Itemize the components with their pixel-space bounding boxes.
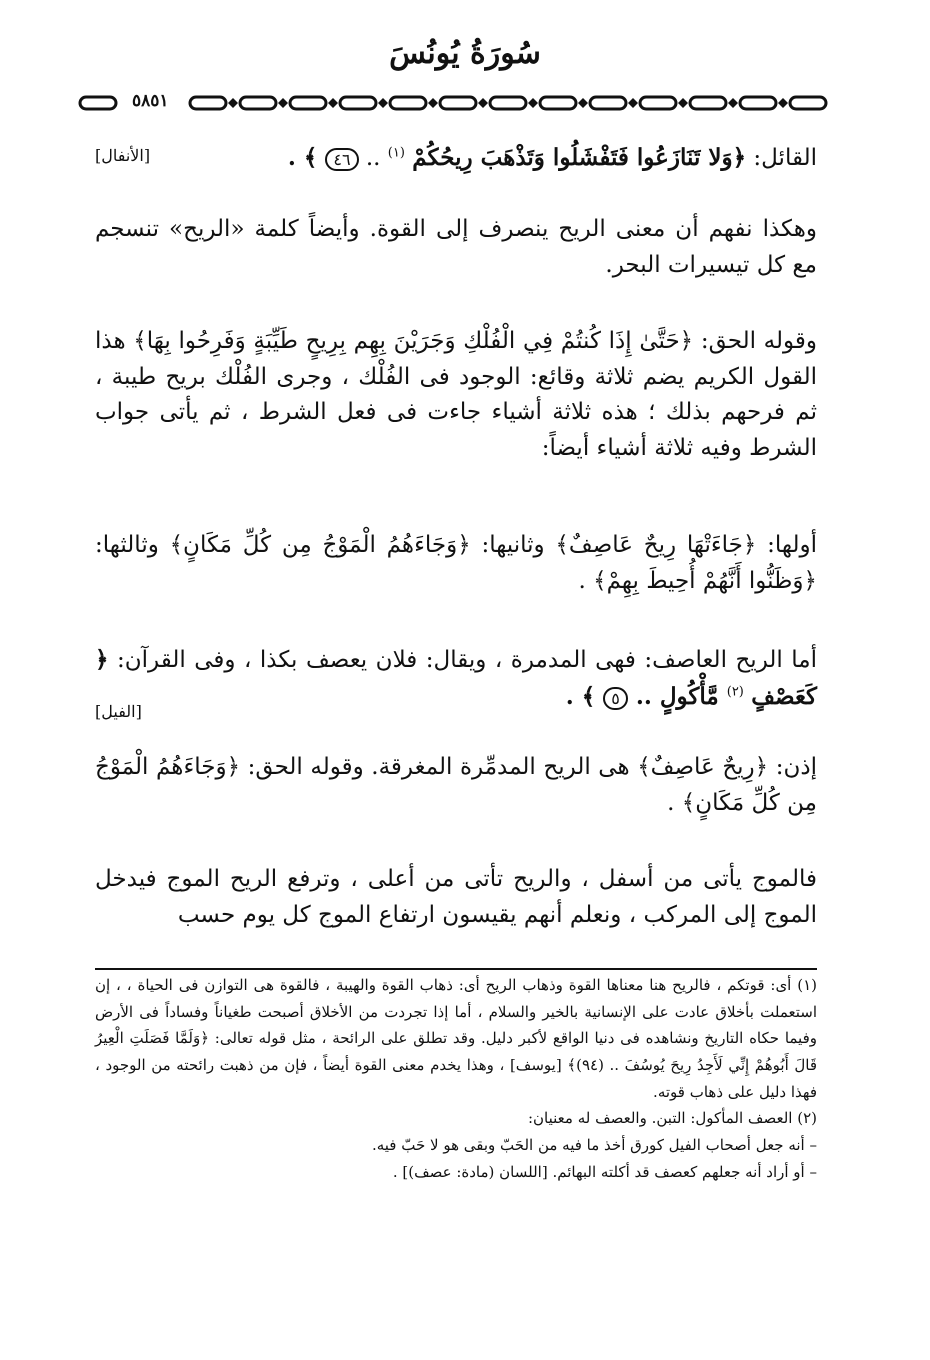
text: .. — [358, 145, 388, 171]
paragraph-text: أولها: ﴿جَاءَتْهَا رِيحٌ عَاصِفٌ﴾ وثانيها: ﴿وَجَاءَهُمُ الْمَوْجُ مِن كُلِّ مَكَانٍ﴾ وثالثها: ﴿وَظَنُّوا أَنَّهُمْ أُحِيطَ بِهِمْ﴾ . — [95, 532, 817, 594]
footnotes — [95, 972, 817, 1186]
footnote-mark: (١) — [387, 145, 405, 161]
quran-verse: ﴿ كَعَصْفٍ — [95, 646, 817, 710]
paragraph-text: فالموج يأتى من أسفل ، والريح تأتى من أعلى ، وترفع الريح الموج فيدخل الموج إلى المركب ، ونعلم أنهم يقيسون ارتفاع الموج كل يوم حسب — [95, 866, 817, 928]
paragraph-text: وقوله الحق: ﴿حَتَّىٰ إِذَا كُنتُمْ فِي الْفُلْكِ وَجَرَيْنَ بِهِم بِرِيحٍ طَيِّبَةٍ وَفَرِحُوا بِهَا﴾ هذا القول الكريم يضم ثلاثة وقائع: الوجود فى الفُلْك ، وجرى الفُلْك بريح طيبة ، ثم فرحهم بذلك ؛ هذه ثلاثة أشياء جاءت فى فعل الشرط ، ثم يأتى جواب الشرط وفيه ثلاثة أشياء أيضاً: — [95, 328, 817, 461]
quran-verse: ﴿وَلا تَنَازَعُوا فَتَفْشَلُوا وَتَذْهَبَ رِيحُكُمْ — [412, 144, 747, 171]
footnote-1: (١) أى: قوتكم ، فالريح هنا معناها القوة وذهاب الريح أى: ذهاب القوة والهيبة ، فالقوة هى التوازن فى الحياة ، ، إن استعملت بأخلاق عادت على الإنسانية بالخير والسلام ، أما إذا تجردت من الأخلاق أصبحت طغياناً وفساداً فى الأرض وفيما حكاه التاريخ ونشاهده فى دنيا الواقع لأكبر دليل. وقد تطلق على الرائحة ، مثل قوله تعالى: ﴿وَلَمَّا فَصَلَتِ الْعِيرُ قَالَ أَبُوهُمْ إِنِّي لَأَجِدُ رِيحَ يُوسُفَ .. (٩٤)﴾ [يوسف] ، وهذا يخدم معنى القوة أيضاً ، فإن من ذهبت رائحته من الوجود ، فهذا دليل على ذهاب قوته. — [95, 976, 818, 1101]
ornamental-border — [78, 92, 828, 114]
paragraph-text: إذن: ﴿رِيحٌ عَاصِفٌ﴾ هى الريح المدمِّرة المغرقة. وقوله الحق: ﴿وَجَاءَهُمُ الْمَوْجُ مِن كُلِّ مَكَانٍ﴾ . — [95, 754, 817, 816]
page-number: ٥٨٥١ — [128, 91, 173, 111]
paragraph-6 — [95, 750, 817, 821]
paragraph-3 — [95, 324, 817, 467]
paragraph-text: وهكذا نفهم أن معنى الريح ينصرف إلى القوة. وأيضاً كلمة «الريح» تنسجم مع كل تيسيرات البحر. — [95, 216, 817, 278]
surah-reference: [الأنفال] — [95, 146, 151, 165]
paragraph-5 — [95, 642, 817, 721]
footnote-2-meaning-2: – أو أراد أنه جعلهم كعصف قد أكلته البهائم. [اللسان (مادة: عصف)] . — [392, 1162, 817, 1181]
text: أما الريح العاصف: فهى المدمرة ، ويقال: فلان يعصف بكذا ، وفى القرآن: — [108, 647, 817, 673]
quran-verse-cont: مَّأْكُولٍ .. — [627, 682, 727, 710]
paragraph-4 — [95, 528, 817, 599]
footnote-2: (٢) العصف المأكول: التبن. والعصف له معنيان: — [527, 1109, 817, 1128]
paragraph-2 — [95, 212, 817, 283]
paragraph-1 — [95, 140, 817, 177]
ayah-number: ٤٦ — [325, 148, 358, 171]
quran-verse-end: ﴾ . — [565, 682, 604, 710]
paragraph-7 — [95, 862, 817, 933]
sura-title: سُورَةُ يُونُسَ — [389, 36, 541, 71]
surah-reference: [الفيل] — [95, 702, 142, 721]
text: القائل: — [746, 145, 817, 171]
footnote-divider — [95, 968, 817, 970]
footnote-2-meaning-1: – أنه جعل أصحاب الفيل كورق أخذ ما فيه من الحَبّ وبقى هو لا حَبّ فيه. — [371, 1136, 817, 1155]
footnote-mark: (٢) — [726, 683, 744, 699]
ayah-number: ٥ — [603, 687, 628, 710]
quran-verse-end: ﴾ . — [287, 144, 326, 171]
